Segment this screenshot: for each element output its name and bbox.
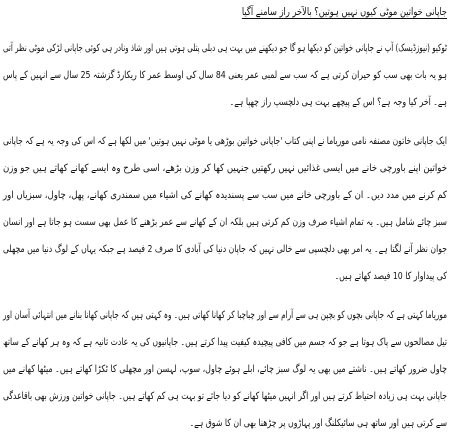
article-line: ایک جاپانی خاتون مصنفہ نامی موریاما نے اپنی کتاب 'جاپانی خواتین بوڑھی یا موٹی نہیں ہوتیں' میں لکھا ہے کہ اس کی وجہ یہ ہے کہ جاپانی	[2, 136, 448, 147]
article-line: ٹوکیو (نیوزڈیسک) آپ نے جاپانی خواتین کو دیکھا ہو گا جو دیکھنے میں بہت ہی دبلی پتلی ہوتی ہیں اور شاذ ونادر ہی کوئی جاپانی لڑکی موٹی نظر آتی	[3, 43, 447, 54]
article-paragraph	[3, 35, 447, 116]
article-line: موریاما کہتی ہے کہ جاپانی بچوں کو بچپن ہی سے آرام سے اور چباچبا کر کھانا کھاتی ہیں۔ وہ کہتی ہیں کہ جاپانی کھانا بنانے میں انتہائی آسان اور	[3, 310, 447, 321]
article-title: جاپانی خواتین موٹی کیوں نہیں ہوتیں؟ بالآخر راز سامنے آگیا	[241, 6, 447, 18]
article-line: خواتین اپنے باورچی خانے میں ایسی غذائیں نہیں رکھتیں جنہیں کھا کر وزن بڑھے، اسی طرح وہ ایسے کھانے کھاتے ہیں جو وزن	[3, 163, 447, 174]
article-line: سبز چائے شامل ہیں۔ یہ تمام اشیاء صرف وزن کم کرتی ہیں بلکہ ان کے کھانے سے عمر بڑھنے کا عمل بھی سست ہو جاتا ہے اور انسان	[2, 217, 447, 228]
article-paragraph	[3, 302, 447, 437]
article-line: کم کرنے میں مدد دیں۔ ان کے باورچی خانے میں سب سے پسندیدہ کھانے کی اشیاء میں سمندری کھانے، پھل، چاول، سبزیاں اور	[3, 190, 447, 201]
article-line: سے کرتی ہیں اور ساتھ ہی سائیکلنگ اور پہاڑوں پر چڑھنا بھی ان کا شوق ہے۔	[189, 418, 447, 429]
article-line: کی پیداوار کا 10 فیصد کھاتے ہیں۔	[334, 271, 447, 282]
article-paragraph	[3, 128, 447, 290]
article-line: چاول ضرور کھاتے ہیں۔ ناشتے میں بھی یہ لوگ سبز چائے، ابلے ہوئے چاول، سوپ، لہسن اور مچھلی کا ٹکڑا کھاتے ہیں۔ میٹھا کھانے میں	[2, 364, 447, 375]
article-line: ہو یہ بات بھی سب کو حیران کرتی ہے کہ سب سے لمبی عمر یعنی 84 سال کی اوسط عمر کا ریکارڈ گزشتہ 25 سال سے انہیں کے پاس	[3, 70, 447, 81]
article-line: تیل مصالحوں سے پاک ہوتا ہے جو کہ جسم میں کافی پیچیدہ کیفیت پیدا کرتے ہیں۔ جاپانیوں کی یہ عادت ثانیہ ہے کہ وہ ہر کھانے کے ساتھ	[3, 337, 447, 348]
article-line: جاپانی بہت ہی زیادہ احتیاط کرتے ہیں اور اگر انہیں میٹھا کھانے کو دیا جائے تو بہت ہی کم کھاتے ہیں۔ جاپانی خواتین ورزش بھی باقاعدگی	[2, 391, 448, 402]
article-line: جوان نظر آنے لگتا ہے۔ یہ امر بھی دلچسپی سے خالی نہیں کہ جاپان دنیا کی آبادی کا صرف 2 فیصد ہے جبکہ یہاں کے لوگ دنیا میں مچھلی	[2, 244, 447, 255]
article-line: ہے۔ آخر کیا وجہ ہے؟ اس کے پیچھے بہت ہی دلچسپ راز چھپا ہے۔	[229, 97, 447, 108]
article-body	[3, 0, 447, 437]
